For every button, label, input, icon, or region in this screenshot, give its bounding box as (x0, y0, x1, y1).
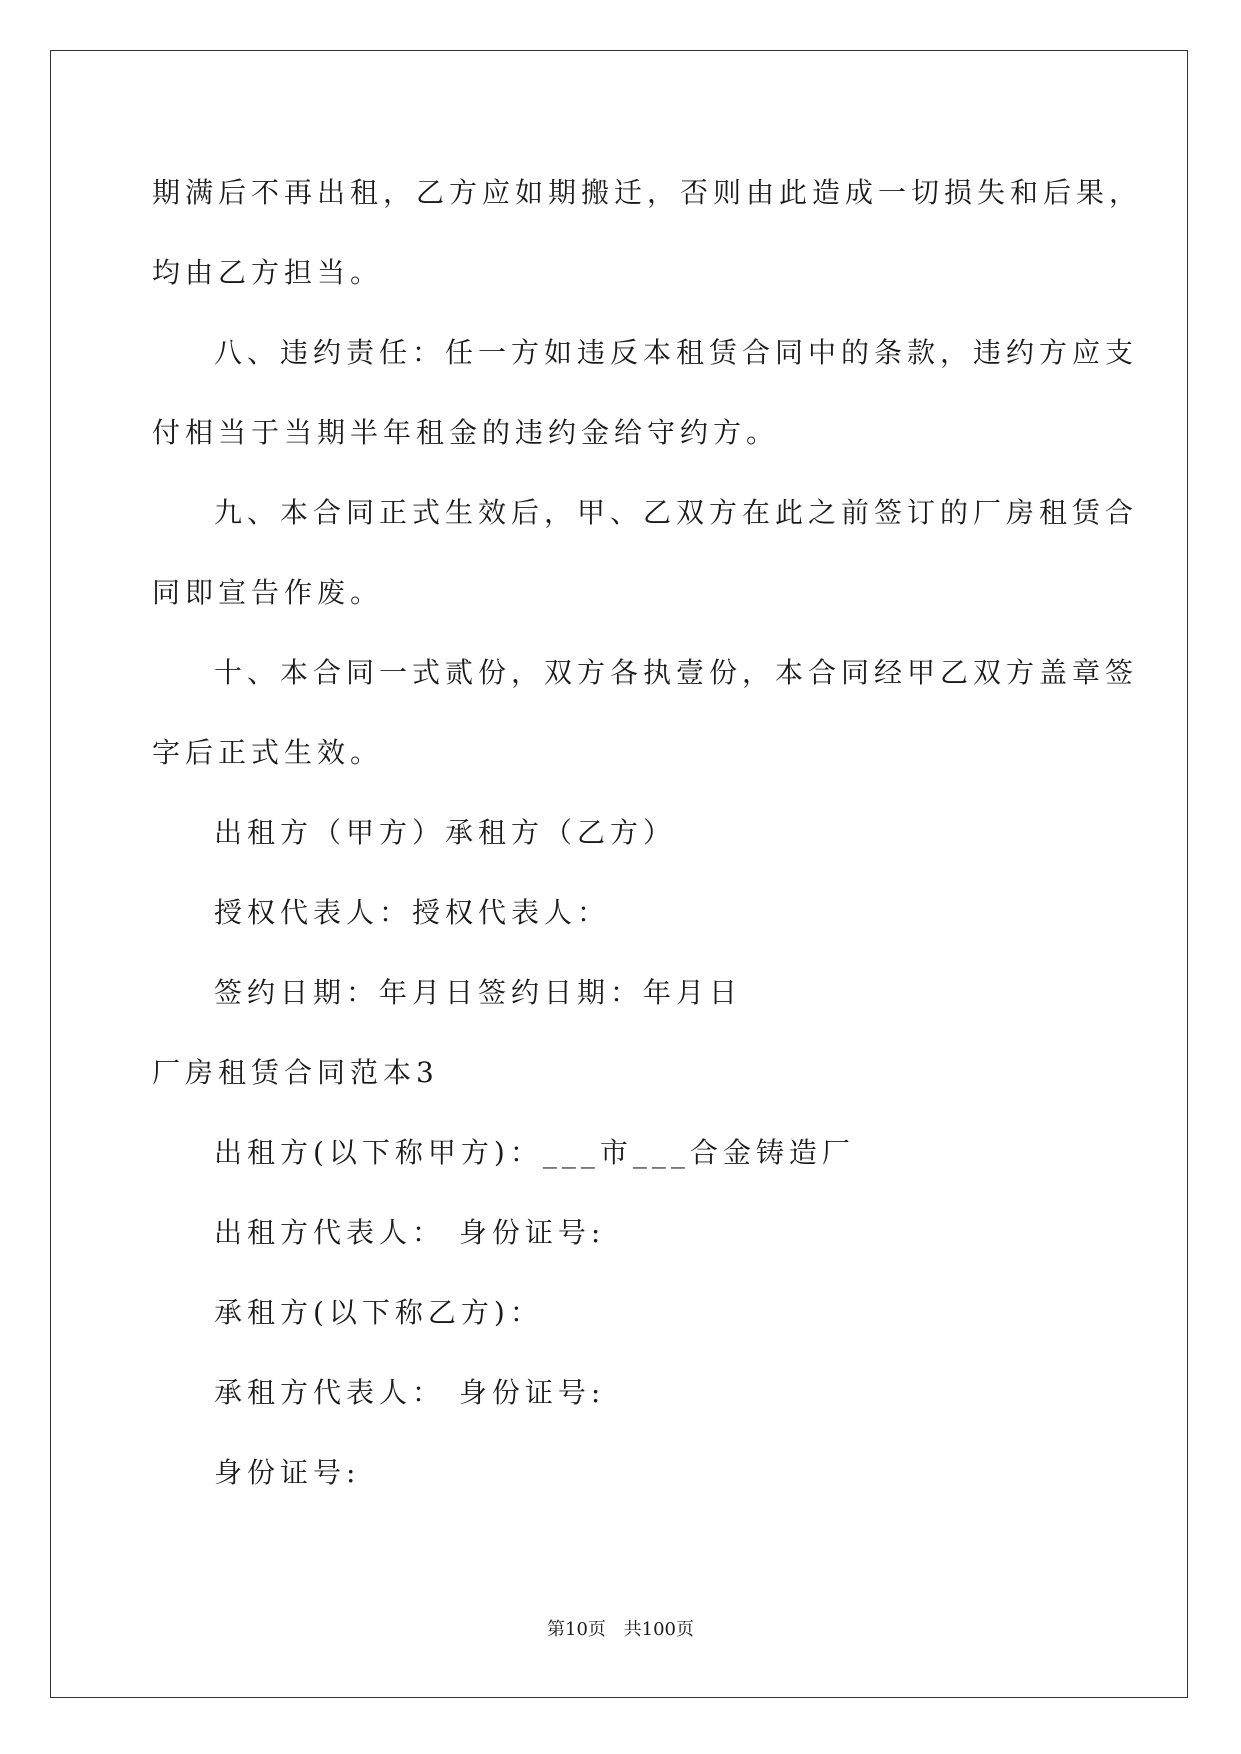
lessor-line: 出租方(以下称甲方)：___市___合金铸造厂 (214, 1136, 855, 1169)
lessor-representative-line: 出租方代表人： 身份证号: (214, 1216, 606, 1249)
page-footer (0, 1618, 1241, 1642)
section-title: 厂房租赁合同范本3 (152, 1056, 439, 1089)
body-line-2: 均由乙方担当。 (152, 256, 384, 289)
page-border (50, 50, 1188, 1698)
clause-8-line-2: 付相当于当期半年租金的违约金给守约方。 (152, 416, 780, 449)
clause-8-line-1: 八、违约责任：任一方如违反本租赁合同中的条款，违约方应支 (214, 336, 1139, 369)
body-line-1: 期满后不再出租，乙方应如期搬迁，否则由此造成一切损失和后果， (152, 176, 1143, 209)
current-page-number: 第10页 (547, 1619, 606, 1640)
parties-line: 出租方（甲方）承租方（乙方） (214, 816, 677, 849)
clause-9-line-2: 同即宣告作废。 (152, 576, 384, 609)
clause-9-line-1: 九、本合同正式生效后，甲、乙双方在此之前签订的厂房租赁合 (214, 496, 1139, 529)
signing-date-line: 签约日期：年月日签约日期：年月日 (214, 976, 743, 1009)
representatives-line: 授权代表人：授权代表人： (214, 896, 611, 929)
total-pages: 共100页 (623, 1619, 694, 1640)
lessee-line: 承租方(以下称乙方)： (214, 1296, 543, 1329)
lessee-representative-line: 承租方代表人： 身份证号: (214, 1376, 606, 1409)
id-number-line: 身份证号: (214, 1456, 361, 1489)
clause-10-line-1: 十、本合同一式贰份，双方各执壹份，本合同经甲乙双方盖章签 (214, 656, 1139, 689)
clause-10-line-2: 字后正式生效。 (152, 736, 384, 769)
